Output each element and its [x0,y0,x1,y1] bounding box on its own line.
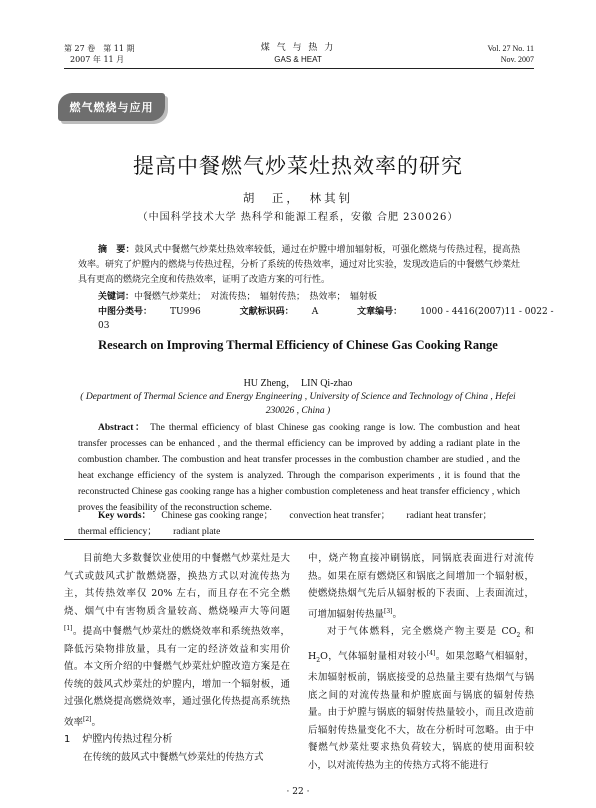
body-rule [64,539,534,540]
date-en: Nov. 2007 [500,55,534,64]
keyword-en: radiant plate [173,527,221,537]
keyword-en: Chinese gas cooking range； [161,511,274,521]
section-heading [64,731,290,749]
authors-en: HU Zheng， LIN Qi-zhao [243,378,353,389]
header-rule [64,68,534,69]
keywords-cn-label: 关键词： [98,292,135,302]
authors-cn: 胡 正， 林其钊 [242,191,354,205]
title-en: Research on Improving Thermal Efficiency of Chinese Gas Cooking Range [98,338,498,352]
volume-issue-cn: 第 27 卷 第 11 期 [64,44,135,53]
abstract-cn-text: 鼓风式中餐燃气炒菜灶热效率较低，通过在炉膛中增加辐射板，可强化燃烧与传热过程，提高热效率。研究了炉膛内的燃烧与传热过程，分析了系统的传热效率，通过对比实验，发现改造后的中餐燃气炒菜灶具有更高的燃烧完全度和传热效率，证明了改造方案的可行性。 [78,245,520,285]
abstract-en-text: The thermal efficiency of blast Chinese gas cooking range is low. The combustion and heat transfer processes can be enhanced , and the thermal efficiency can be improved by adding a radiant plate in the combustion chamber. The combustion and heat transfer processes in the combustion chamber are studied , and the heat exchange efficiency of the system is analyzed. Through the comparison experiments , it is found that the reconstructed Chinese gas cooking range has a higher combustion completeness and heat transfer efficiency , which proves the feasibility of the reconstruction scheme. [78,423,520,513]
keywords-en [78,508,520,540]
affiliation-cn: （中国科学技术大学 热科学和能源工程系，安徽 合肥 230026） [137,212,459,223]
citation: [3] [384,607,393,615]
section-title: 炉膛内传热过程分析 [82,734,173,746]
section-tag: 燃气燃烧与应用 [58,93,165,121]
affiliation-en: ( Department of Thermal Science and Energy Engineering , University of Science and Technology of China , Hefei 230026 , China ) [80,392,516,416]
clc-label: 中图分类号： [98,307,153,317]
keyword-en: radiant heat transfer； [406,511,493,521]
keywords-cn-text: 中餐燃气炒菜灶； 对流传热； 辐射传热； 热效率； 辐射板 [134,292,378,302]
body-paragraph: 对于气体燃料，完全燃烧产物主要是 $CO_2$ 和 $H_2O$，气体辐射量相对较小[4]。如果忽略气相辐射，未加辐射板前，锅底接受的总热量主要有热烟气与锅底之间的对流传热量和炉膛底面与锅底的辐射传热量。由于炉膛与锅底的辐射传热量较小，而且改造前后辐射传热量变化不大，故在分析时可忽略。由于中餐燃气炒菜灶要求热负荷较大，锅底的使用面积较小，以对流传热为主的传热方式将不能进行 [308,626,534,771]
date-cn: 2007 年 11 月 [70,55,125,64]
abstract-cn-label: 摘 要： [98,245,135,255]
abstract-en [78,420,520,516]
body-paragraph: 中，烧产物直接冲刷锅底，同锅底表面进行对流传热。如果在原有燃烧区和锅底之间增加一个辐射板，使燃烧热烟气先后从辐射板的下表面、上表面流过，可增加辐射传热量[3]。 [308,553,534,620]
doc-code-label: 文献标识码： [239,307,294,317]
header-volume-en [488,43,534,65]
abstract-en-label: Abstract： [98,423,147,433]
body-paragraph: 目前绝大多数餐饮业使用的中餐燃气炒菜灶是大气式或鼓风式扩散燃烧器，换热方式以对流传热为主，其传热效率仅 20% 左右，而且存在不完全燃烧、烟气中有害物质含量较高、燃烧噪声大等问题[1]。提高中餐燃气炒菜灶的燃烧效率和系统热效率，降低污染物排放量，具有一定的经济效益和实用价值。本文所介绍的中餐燃气炒菜灶炉膛改造方案是在传统的鼓风式炒菜灶的炉膛内，增加一个辐射板，通过强化燃烧提高燃烧效率，通过强化传热提高系统热效率[2]。 [64,553,290,728]
citation: [1] [64,625,73,632]
keyword-en: thermal efficiency； [78,527,157,537]
keyword-en: convection heat transfer； [289,511,391,521]
keywords-en-label: Key words： [98,511,152,521]
body-left-column [64,550,290,766]
volume-issue-en: Vol. 27 No. 11 [487,44,534,53]
body-paragraph: 在传统的鼓风式中餐燃气炒菜灶的传热方式 [83,751,264,763]
citation: [2] [83,715,92,723]
abstract-cn [78,243,520,288]
page-number: · 22 · [286,787,310,797]
classification-line [98,305,596,333]
journal-name-en: GAS & HEAT [274,55,322,64]
citation: [4] [426,649,436,657]
journal-name-cn: 煤 气 与 热 力 [260,43,336,53]
body-right-column [308,550,534,774]
doc-code-value: A [311,307,319,317]
article-no-value: 1000 - 4416(2007)11 - 0022 - 03 [98,307,554,331]
title-cn: 提高中餐燃气炒菜灶热效率的研究 [133,154,463,178]
clc-value: TU996 [170,307,201,317]
article-no-label: 文章编号： [357,307,403,317]
keywords-cn [98,290,377,304]
section-number: 1 [64,734,71,746]
